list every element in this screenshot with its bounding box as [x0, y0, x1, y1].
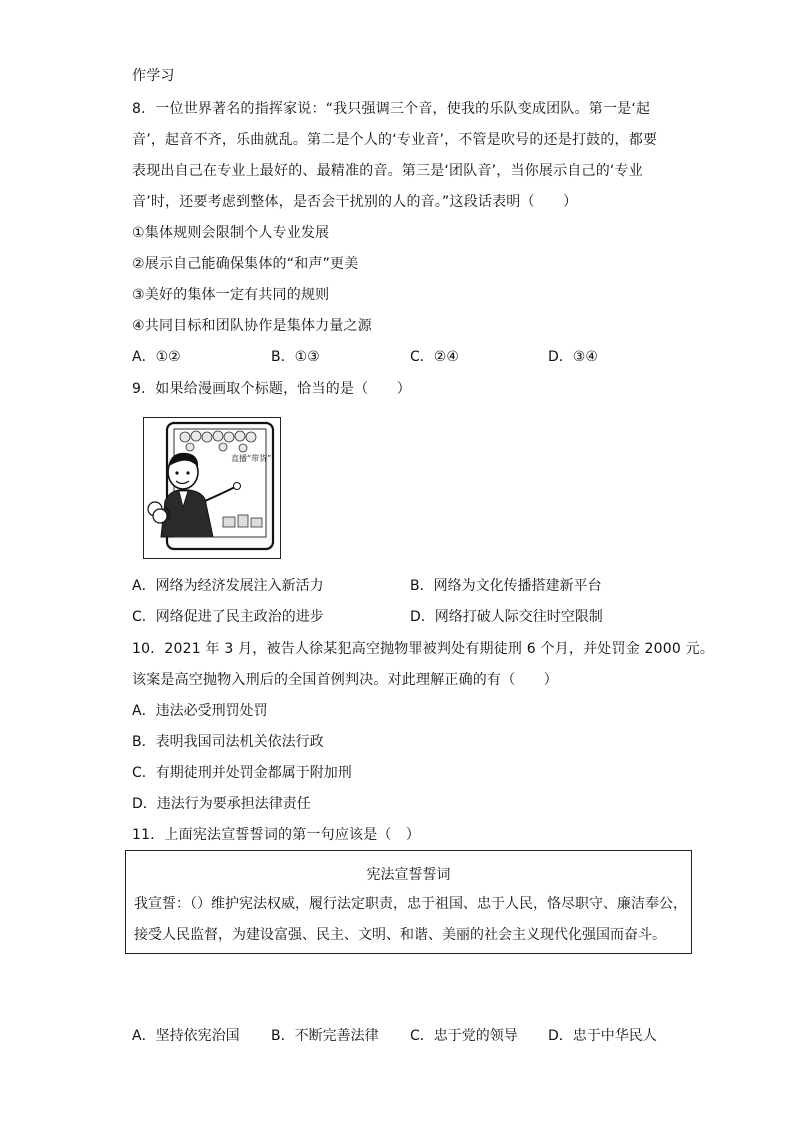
oath-line-1: 我宣誓：（）维护宪法权威，履行法定职责，忠于祖国、忠于人民，恪尽职守、廉洁奉公， [134, 896, 687, 912]
q8-stem-line-3: 表现出自己在专业上最好的、最精准的音。第三是‘团队音’，当你展示自己的‘专业 [132, 163, 643, 179]
cartoon-caption: 直播“带货” [231, 454, 272, 463]
q11-stem: 11．上面宪法宣誓誓词的第一句应该是（ ） [132, 827, 421, 843]
q9-stem: 9．如果给漫画取个标题，恰当的是（ ） [132, 381, 411, 397]
q8-option-b[interactable]: B．①③ [271, 349, 320, 365]
q8-statement-4: ④共同目标和团队协作是集体力量之源 [132, 318, 372, 334]
q10-option-c[interactable]: C．有期徒刑并处罚金都属于附加刑 [132, 765, 352, 781]
q11-option-a[interactable]: A．坚持依宪治国 [132, 1028, 240, 1044]
q8-statement-3: ③美好的集体一定有共同的规则 [132, 287, 330, 303]
q11-option-d[interactable]: D．忠于中华民人 [548, 1028, 657, 1044]
q8-stem-line-4: 音’时，还要考虑到整体，是否会干扰别的人的音。”这段话表明（ ） [132, 194, 578, 210]
q9-option-b[interactable]: B．网络为文化传播搭建新平台 [410, 578, 602, 594]
continued-text: 作学习 [132, 68, 175, 84]
q8-stem-line-1: 8．一位世界著名的指挥家说：“我只强调三个音，使我的乐队变成团队。第一是‘起 [132, 101, 651, 117]
q11-option-b[interactable]: B．不断完善法律 [271, 1028, 379, 1044]
q8-option-c[interactable]: C．②④ [410, 349, 459, 365]
q8-statement-1: ①集体规则会限制个人专业发展 [132, 225, 330, 241]
q8-option-d[interactable]: D．③④ [548, 349, 598, 365]
q9-option-a[interactable]: A．网络为经济发展注入新活力 [132, 578, 324, 594]
q9-option-d[interactable]: D．网络打破人际交往时空限制 [410, 609, 603, 625]
q11-option-c[interactable]: C．忠于党的领导 [410, 1028, 518, 1044]
oath-box [125, 850, 692, 954]
q10-stem-line-1: 10．2021 年 3 月，被告人徐某犯高空抛物罪被判处有期徒刑 6 个月，并处罚金 2000 元。 [132, 641, 715, 657]
q10-option-d[interactable]: D．违法行为要承担法律责任 [132, 796, 311, 812]
q8-statement-2: ②展示自己能确保集体的“和声”更美 [132, 256, 359, 272]
q10-stem-line-2: 该案是高空抛物入刑后的全国首例判决。对此理解正确的有（ ） [132, 672, 558, 688]
q8-option-a[interactable]: A．①② [132, 349, 181, 365]
q9-option-c[interactable]: C．网络促进了民主政治的进步 [132, 609, 324, 625]
q10-option-a[interactable]: A．违法必受刑罚处罚 [132, 703, 268, 719]
q8-stem-line-2: 音’，起音不齐，乐曲就乱。第二是个人的‘专业音’，不管是吹号的还是打鼓的，都要 [132, 132, 658, 148]
q10-option-b[interactable]: B．表明我国司法机关依法行政 [132, 734, 324, 750]
oath-title: 宪法宣誓誓词 [366, 867, 451, 883]
cartoon-image [143, 417, 281, 559]
oath-line-2: 接受人民监督，为建设富强、民主、文明、和谐、美丽的社会主义现代化强国而奋斗。 [134, 927, 666, 943]
